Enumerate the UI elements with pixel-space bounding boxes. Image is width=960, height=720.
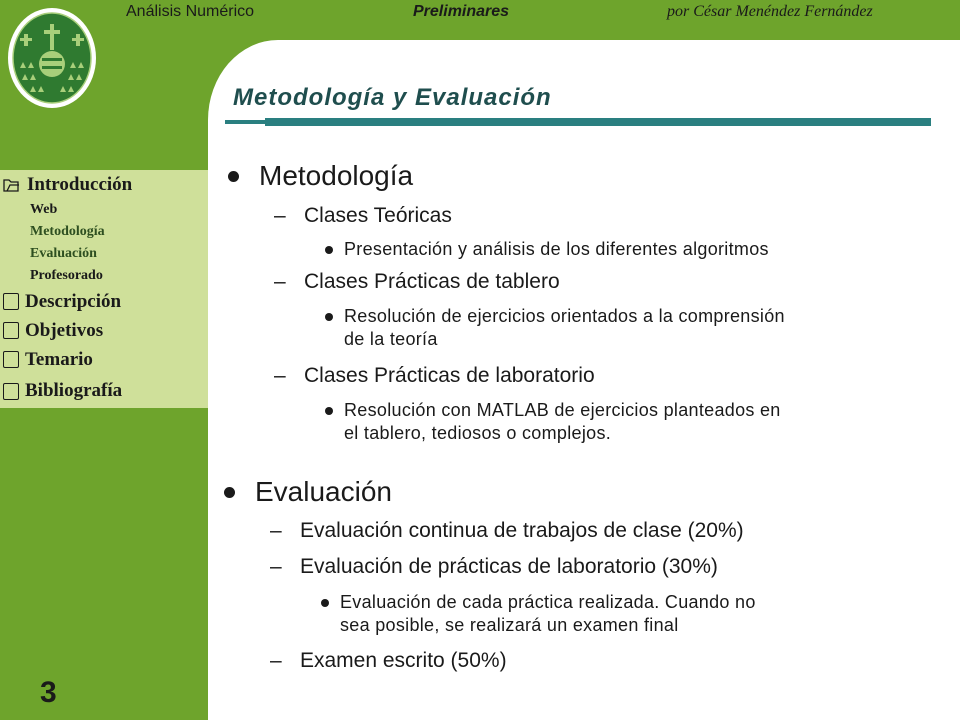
subitem-text-line2: sea posible, se realizará un examen final — [340, 615, 679, 635]
subitem-resolucion-matlab — [344, 399, 781, 445]
item-label: Clases Prácticas de laboratorio — [304, 364, 595, 387]
nav-subitem-metodologia[interactable]: Metodología — [0, 221, 208, 243]
bullet-dot-icon — [325, 407, 333, 415]
bullet-dot-icon — [325, 246, 333, 254]
item-clases-tablero: – Clases Prácticas de tablero — [274, 270, 560, 293]
folder-icon — [3, 351, 19, 368]
bullet-metodologia — [228, 160, 413, 192]
subitem-text-line2: el tablero, tediosos o complejos. — [344, 423, 612, 443]
nav-item-objetivos[interactable] — [0, 316, 208, 345]
nav-label-descripcion: Descripción — [25, 290, 122, 312]
nav-section-introduccion — [0, 170, 208, 287]
item-label: Clases Teóricas — [304, 204, 452, 227]
nav-subitem-profesorado[interactable]: Profesorado — [30, 268, 103, 283]
section-name: Preliminares — [413, 3, 510, 20]
slide-title: Metodología y Evaluación — [233, 84, 552, 111]
nav-item-introduccion[interactable] — [0, 170, 208, 199]
subitem-text-line1: Resolución de ejercicios orientados a la comprensión — [344, 306, 785, 326]
course-name: Análisis Numérico — [126, 3, 255, 20]
bullet-dot-icon — [321, 599, 329, 607]
item-label: Examen escrito (50%) — [300, 649, 507, 672]
bullet-evaluacion — [224, 476, 392, 508]
folder-icon — [3, 293, 19, 310]
title-rule — [265, 118, 931, 126]
nav-item-temario[interactable] — [0, 345, 208, 374]
item-evaluacion-practicas: – Evaluación de prácticas de laboratorio (30%) — [270, 555, 718, 578]
subitem-text-line1: Evaluación de cada práctica realizada. Cuando no — [340, 592, 756, 612]
nav-label-objetivos: Objetivos — [25, 319, 104, 341]
subitem-presentacion — [344, 238, 769, 261]
subitem-evaluacion-practica — [340, 591, 756, 637]
subitem-text: Presentación y análisis de los diferentes algoritmos — [344, 239, 769, 259]
nav-label-introduccion: Introducción — [27, 173, 133, 195]
item-clases-teoricas: – Clases Teóricas — [274, 204, 452, 227]
subitem-resolucion-ejercicios — [344, 305, 785, 351]
nav-item-bibliografia[interactable] — [0, 374, 208, 408]
item-examen-escrito: – Examen escrito (50%) — [270, 649, 507, 672]
page-number: 3 — [40, 676, 57, 709]
heading-metodologia: Metodología — [259, 160, 414, 191]
item-label: Evaluación continua de trabajos de clase (20%) — [300, 519, 744, 542]
sidebar-nav — [0, 170, 208, 408]
nav-subitem-evaluacion[interactable]: Evaluación — [0, 243, 208, 265]
nav-item-descripcion[interactable] — [0, 287, 208, 316]
item-clases-laboratorio: – Clases Prácticas de laboratorio — [274, 364, 595, 387]
author-credit: por César Menéndez Fernández — [667, 3, 873, 20]
subitem-text-line2: de la teoría — [344, 329, 438, 349]
nav-subitem-web[interactable]: Web — [30, 202, 58, 217]
item-label: Clases Prácticas de tablero — [304, 270, 560, 293]
folder-icon — [3, 322, 19, 339]
nav-label-bibliografia: Bibliografía — [25, 380, 123, 401]
nav-label-temario: Temario — [25, 348, 93, 370]
item-label: Evaluación de prácticas de laboratorio (30%) — [300, 555, 718, 578]
bullet-dot-icon — [325, 313, 333, 321]
subitem-text-line1: Resolución con MATLAB de ejercicios planteados en — [344, 400, 781, 420]
heading-evaluacion: Evaluación — [255, 476, 392, 507]
open-folder-icon — [3, 177, 19, 193]
bullet-dot-icon — [224, 487, 235, 498]
item-evaluacion-continua: – Evaluación continua de trabajos de clase (20%) — [270, 519, 744, 542]
bullet-dot-icon — [228, 171, 239, 182]
folder-icon — [3, 383, 19, 400]
university-seal-logo — [6, 6, 98, 110]
